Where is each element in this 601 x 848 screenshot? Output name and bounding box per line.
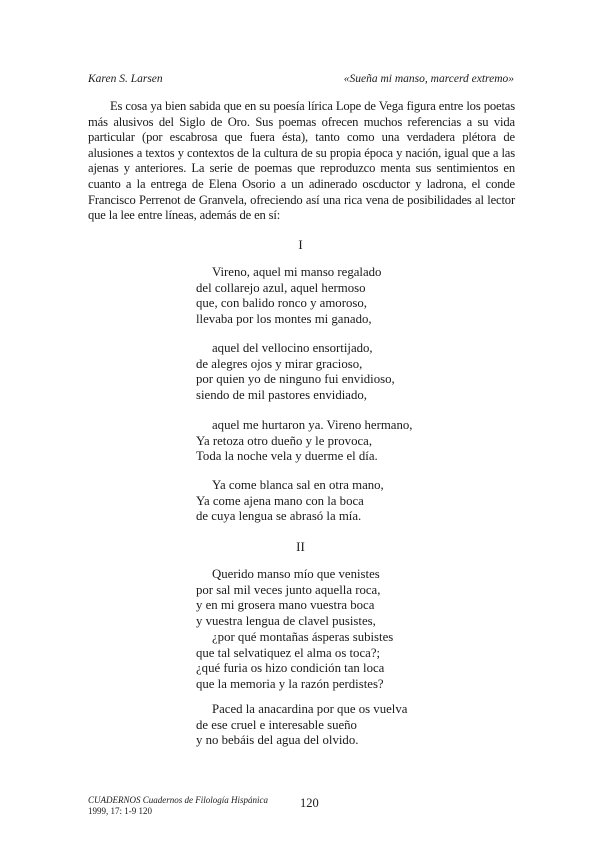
- verse-line: Ya come blanca sal en otra mano,: [212, 478, 384, 492]
- poem-numeral-2: II: [296, 539, 305, 554]
- verse-line: y no bebáis del agua del olvido.: [196, 733, 359, 748]
- page-number: 120: [300, 796, 319, 810]
- running-header-title: «Sueña mi manso, marcerd extremo»: [343, 73, 514, 85]
- verse-line: aquel me hurtaron ya. Vireno hermano,: [212, 418, 413, 432]
- journal-volume: 1999, 17: 1-9 120: [88, 805, 152, 816]
- verse-line: por sal mil veces junto aquella roca,: [196, 582, 381, 597]
- verse-line: que tal selvatiquez el alma os toca?;: [196, 645, 381, 660]
- verse-line: llevaba por los montes mi ganado,: [196, 312, 372, 327]
- verse-line: de alegres ojos y mirar gracioso,: [196, 356, 363, 371]
- verse-line: ¿qué furia os hizo condición tan loca: [196, 661, 385, 676]
- verse-line: siendo de mil pastores envidiado,: [196, 388, 367, 403]
- verse-line: Ya retoza otro dueño y le provoca,: [196, 433, 373, 448]
- intro-paragraph: Es cosa ya bien sabida que en su poesía lírica Lope de Vega figura entre los poetas más alusivos del Siglo de Oro. Sus poemas ofrecen muchos referencias a su vida particular (por escabrosa que fuera ésta), tanto como una verdadera plétora de alusiones a textos y contextos de la cultura de su propia época y nación, igual que a las ajenas y anteriores. La serie de poemas que reproduzco menta sus sentimientos en cuanto a la entrega de Elena Osorio a un adinerado oscductor y ladrona, el conde Francisco Perrenot de Granvela, ofreciendo así una rica vena de posibilidades al lector que la lee entre líneas, además de en sí:: [88, 99, 515, 223]
- verse-line: que la memoria y la razón perdistes?: [196, 676, 384, 691]
- verse-line: Vireno, aquel mi manso regalado: [212, 265, 382, 279]
- verse-line: Toda la noche vela y duerme el día.: [196, 449, 378, 464]
- poem-1-quatrain-1: [196, 265, 381, 328]
- poem-1-quatrain-2: [196, 341, 395, 404]
- journal-name: CUADERNOS Cuadernos de Filología Hispánica: [88, 795, 268, 805]
- verse-line: por quien yo de ninguno fui envidioso,: [196, 372, 395, 387]
- verse-line: Paced la anacardina por que os vuelva: [212, 702, 408, 716]
- running-header-author: Karen S. Larsen: [88, 73, 163, 85]
- poem-2-octave: [196, 567, 393, 693]
- poem-1-tercet-1: [196, 418, 412, 465]
- verse-line: ¿por qué montañas ásperas subistes: [212, 629, 394, 644]
- poem-1-tercet-2: [196, 478, 384, 525]
- poem-2-tercet: [196, 702, 407, 749]
- verse-line: aquel del vellocino ensortijado,: [212, 341, 373, 355]
- verse-line: Querido manso mío que venistes: [212, 567, 380, 581]
- verse-line: de ese cruel e interesable sueño: [196, 717, 357, 732]
- poem-numeral-1: I: [298, 237, 303, 252]
- verse-line: que, con balido ronco y amoroso,: [196, 296, 367, 311]
- verse-line: Ya come ajena mano con la boca: [196, 493, 364, 508]
- verse-line: del collarejo azul, aquel hermoso: [196, 280, 366, 295]
- verse-line: y en mi grosera mano vuestra boca: [196, 598, 375, 613]
- verse-line: y vuestra lengua de clavel pusistes,: [196, 614, 376, 629]
- verse-line: de cuya lengua se abrasó la mía.: [196, 509, 362, 524]
- journal-citation: [88, 795, 268, 816]
